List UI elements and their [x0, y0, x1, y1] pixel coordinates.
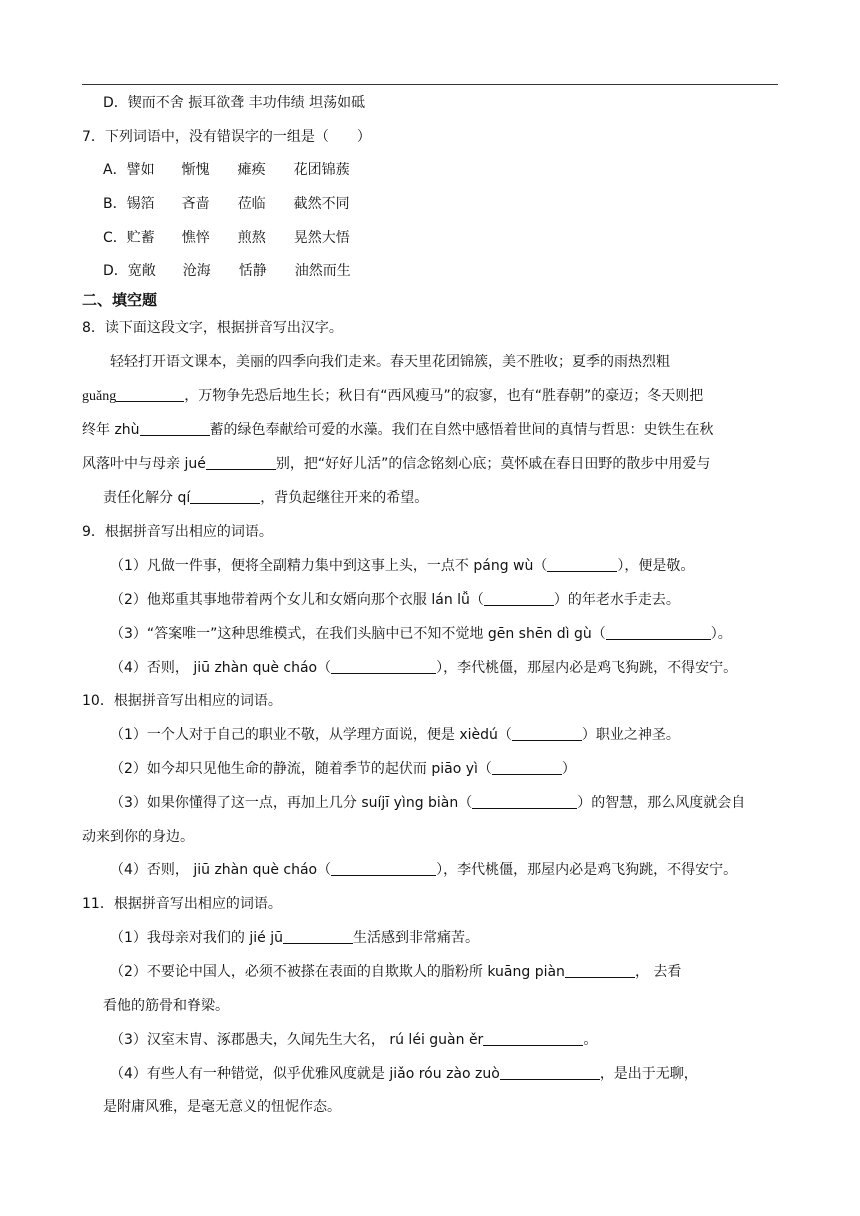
section-title: 二、填空题: [82, 291, 158, 309]
q11-item-4: （4）有些人有一种错觉，似乎优雅风度就是 jiǎo róu zào zuò ，是出于无聊，: [110, 1066, 698, 1082]
answer-blank[interactable]: [472, 794, 577, 809]
answer-blank[interactable]: [547, 557, 617, 572]
q9-item-1: （1）凡做一件事，便将全副精力集中到这事上头，一点不 páng wù（ ），便是敬。: [110, 558, 695, 574]
answer-blank[interactable]: [331, 861, 436, 876]
answer-blank[interactable]: [140, 421, 210, 436]
answer-blank[interactable]: [190, 489, 260, 504]
q7-stem: 7．下列词语中，没有错误字的一组是（ ）: [82, 129, 371, 145]
q8-stem: 8．读下面这段文字，根据拼音写出汉字。: [82, 320, 343, 336]
q10-item-1: （1）一个人对于自己的职业不敬，从学理方面说，便是 xièdú（ ）职业之神圣。: [110, 727, 680, 743]
q8-line-3: 终年 zhù 蓄的绿色奉献给可爱的水藻。我们在自然中感悟着世间的真情与哲思：史铁生在秋: [82, 422, 714, 438]
q10-item-3-cont: 动来到你的身边。: [82, 829, 194, 845]
q11-item-4-cont: 是附庸风雅，是毫无意义的忸怩作态。: [103, 1099, 341, 1115]
answer-blank[interactable]: [116, 387, 184, 402]
answer-blank[interactable]: [206, 455, 276, 470]
q11-stem: 11．根据拼音写出相应的词语。: [82, 896, 282, 912]
q11-item-2: （2）不要论中国人，必须不被搽在表面的自欺欺人的脂粉所 kuāng piàn ， 去看: [110, 964, 682, 980]
answer-blank[interactable]: [483, 1031, 583, 1046]
q11-item-2-cont: 看他的筋骨和脊梁。: [103, 998, 229, 1014]
q9-item-2: （2）他郑重其事地带着两个女儿和女婿向那个衣服 lán lǚ（ ）的年老水手走去。: [110, 592, 680, 608]
q7-option-a: A．譬如 惭愧 瘫痪 花团锦蔟: [103, 162, 350, 178]
answer-blank[interactable]: [492, 760, 562, 775]
q9-item-3: （3）“答案唯一”这种思维模式，在我们头脑中已不知不觉地 gēn shēn dì gù（ ）。: [110, 626, 732, 642]
answer-blank[interactable]: [484, 591, 554, 606]
q10-stem: 10．根据拼音写出相应的词语。: [82, 693, 282, 709]
answer-blank[interactable]: [512, 726, 582, 741]
q9-stem: 9．根据拼音写出相应的词语。: [82, 524, 273, 540]
q7-option-d: D．宽敞 沧海 恬静 油然而生: [103, 263, 351, 279]
q10-item-3: （3）如果你懂得了这一点，再加上几分 suíjī yìng biàn（ ）的智慧，那么风度就会自: [110, 795, 746, 811]
q8-line-2: guǎng ，万物争先恐后地生长；秋日有“西风瘦马”的寂寥，也有“胜春朝”的豪迈；冬天则把: [82, 388, 704, 404]
q8-line-1: 轻轻打开语文课本，美丽的四季向我们走来。春天里花团锦簇，美不胜收；夏季的雨热烈粗: [110, 354, 670, 370]
q8-line-5: 责任化解分 qí ，背负起继往开来的希望。: [103, 490, 429, 506]
q7-option-b: B．锡箔 吝啬 莅临 截然不同: [103, 196, 350, 212]
answer-blank[interactable]: [500, 1065, 600, 1080]
q7-option-c: C．贮蓄 憔悴 煎熬 晃然大悟: [103, 230, 350, 246]
answer-blank[interactable]: [331, 659, 436, 674]
header-rule: [82, 84, 778, 85]
q8-line-4: 风落叶中与母亲 jué 别，把“好好儿活”的信念铭刻心底；莫怀戚在春日田野的散步中用爱与: [82, 456, 711, 472]
answer-blank[interactable]: [565, 963, 635, 978]
answer-blank[interactable]: [606, 625, 711, 640]
q6-option-d: D．锲而不舍 振耳欲聋 丰功伟绩 坦荡如砥: [103, 95, 366, 111]
q9-item-4: （4）否则， jiū zhàn què cháo（ ），李代桃僵，那屋内必是鸡飞狗跳，不得安宁。: [110, 660, 738, 676]
q11-item-1: （1）我母亲对我们的 jié jū 生活感到非常痛苦。: [110, 930, 479, 946]
answer-blank[interactable]: [283, 929, 353, 944]
q10-item-4: （4）否则， jiū zhàn què cháo（ ），李代桃僵，那屋内必是鸡飞狗跳，不得安宁。: [110, 862, 738, 878]
q11-item-3: （3）汉室末胄、涿郡愚夫，久闻先生大名， rú léi guàn ěr 。: [110, 1032, 598, 1048]
q10-item-2: （2）如今却只见他生命的静流，随着季节的起伏而 piāo yì（ ）: [110, 761, 576, 777]
